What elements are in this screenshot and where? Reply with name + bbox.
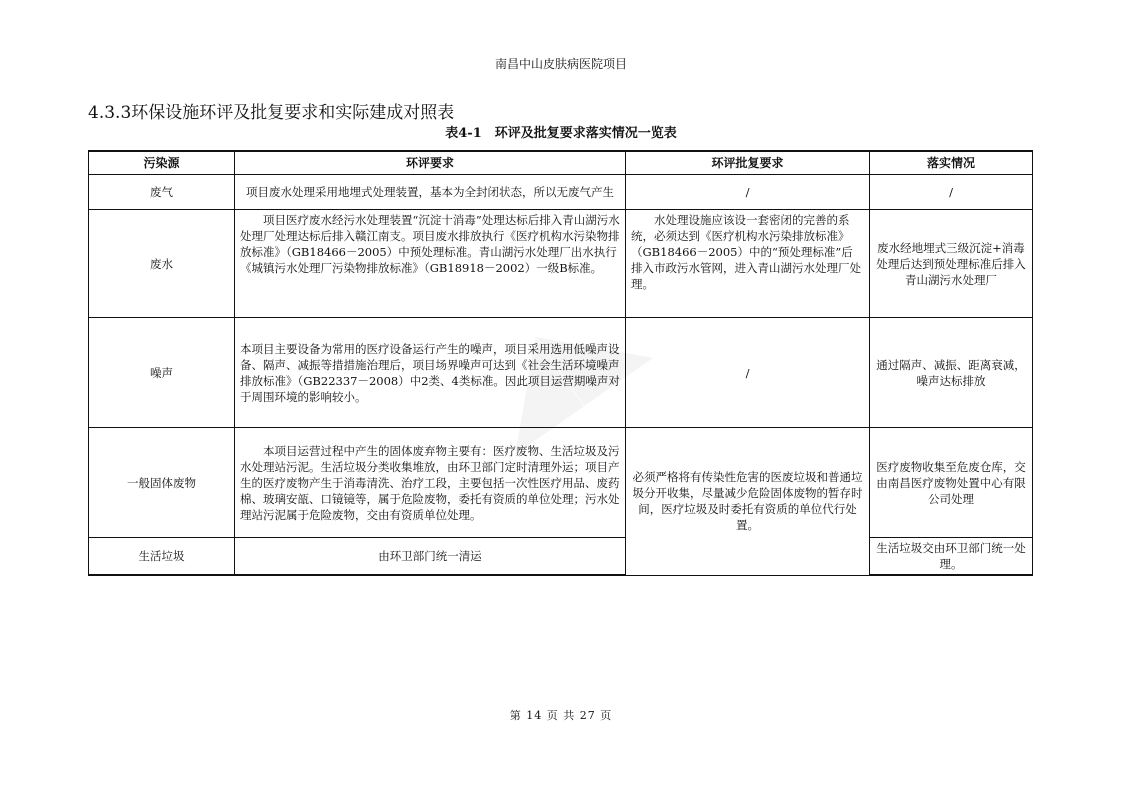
cell-status: 医疗废物收集至危废仓库，交由南昌医疗废物处置中心有限公司处理 [870,428,1033,538]
cell-eia: 本项目主要设备为常用的医疗设备运行产生的噪声，项目采用选用低噪声设备、隔声、减振等措措施治理后，项目场界噪声可达到《社会生活环境噪声排放标准》（GB22337－2008）中2类、4类标准。因此项目运营期噪声对于周围环境的影响较小。 [235,318,626,428]
cell-eia: 本项目运营过程中产生的固体废弃物主要有：医疗废物、生活垃圾及污水处理站污泥。生活垃圾分类收集堆放，由环卫部门定时清理外运；项目产生的医疗废物产生于消毒清洗、治疗工段，主要包括一次性医疗用品、废药棉、玻璃安瓿、口镜镜等，属于危险废物，委托有资质的单位处理；污水处理站污泥属于危险废物，交由有资质单位处理。 [235,428,626,538]
cell-status: 生活垃圾交由环卫部门统一处理。 [870,538,1033,576]
table-header-row [89,151,1033,175]
cell-approval: 必须严格将有传染性危害的医废垃圾和普通垃圾分开收集，尽量减少危险固体废物的暂存时间，医疗垃圾及时委托有资质的单位代行处置。 [626,428,870,576]
table-row-solid-waste [89,428,1033,538]
column-header-eia: 环评要求 [235,151,626,175]
table-row-domestic-waste [89,538,1033,576]
cell-status: 废水经地埋式三级沉淀+消毒处理后达到预处理标准后排入青山湖污水处理厂 [870,210,1033,318]
cell-eia: 项目废水处理采用地埋式处理装置，基本为全封闭状态，所以无废气产生 [235,175,626,210]
table-row-noise [89,318,1033,428]
table-row-waste-gas [89,175,1033,210]
table-caption: 表4-1 环评及批复要求落实情况一览表 [445,126,677,141]
cell-approval: 水处理设施应该设一套密闭的完善的系统，必须达到《医疗机构水污染排放标准》（GB18466－2005）中的“预处理标准”后排入市政污水管网，进入青山湖污水处理厂处理。 [626,210,870,318]
cell-status: / [870,175,1033,210]
cell-status: 通过隔声、减振、距离衰减，噪声达标排放 [870,318,1033,428]
column-header-approval: 环评批复要求 [626,151,870,175]
cell-eia: 由环卫部门统一清运 [235,538,626,576]
cell-source: 废气 [89,175,235,210]
cell-source: 一般固体废物 [89,428,235,538]
cell-approval: / [626,318,870,428]
column-header-status: 落实情况 [870,151,1033,175]
page-header: 南昌中山皮肤病医院项目 [494,57,627,71]
cell-source: 噪声 [89,318,235,428]
cell-approval: / [626,175,870,210]
cell-eia: 项目医疗废水经污水处理装置“沉淀十消毒”处理达标后排入青山湖污水处理厂处理达标后排入赣江南支。项目废水排放执行《医疗机构水污染物排放标准》（GB18466－2005）中预处理标准。青山湖污水处理厂出水执行《城镇污水处理厂污染物排放标准》（GB18918－2002）一级B标准。 [235,210,626,318]
section-title: 4.3.3环保设施环评及批复要求和实际建成对照表 [88,103,455,123]
comparison-table [88,150,1033,576]
cell-source: 废水 [89,210,235,318]
table-row-waste-water [89,210,1033,318]
column-header-source: 污染源 [89,151,235,175]
cell-source: 生活垃圾 [89,538,235,576]
page-footer: 第 14 页 共 27 页 [509,709,613,722]
